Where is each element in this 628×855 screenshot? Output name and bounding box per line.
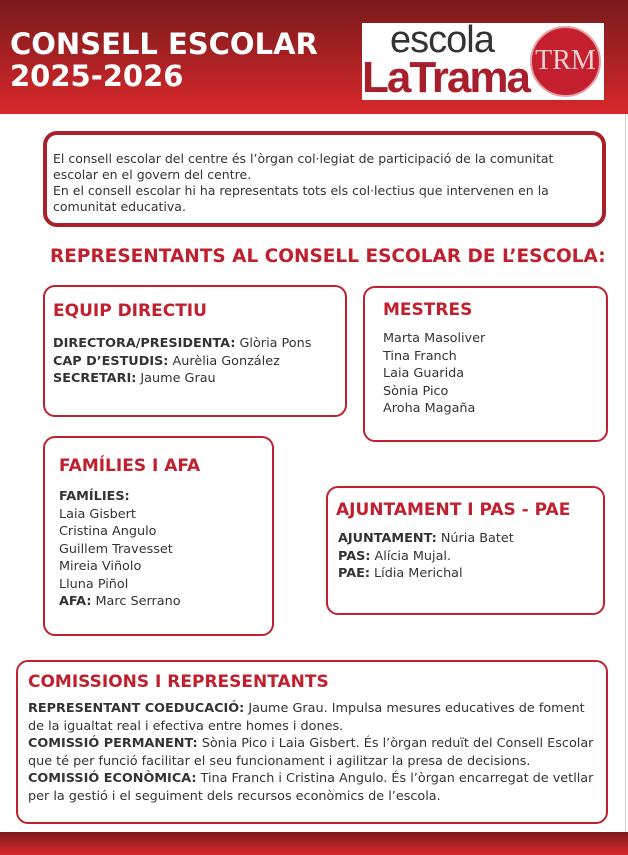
list-item: REPRESENTANT COEDUCACIÓ: Jaume Grau. Impulsa mesures educatives de foment de la igualtat real i efectiva entre homes i dones. — [28, 701, 585, 734]
page-edge — [625, 114, 626, 832]
list-item: Marta Masoliver — [383, 331, 486, 346]
page-title: CONSELL ESCOLAR 2025-2026 — [10, 27, 318, 93]
list-item: DIRECTORA/PRESIDENTA: Glòria Pons — [53, 336, 312, 351]
list-item: Laia Gisbert — [59, 506, 136, 522]
list-item: Guillem Travesset — [59, 541, 173, 557]
header-banner — [0, 0, 628, 114]
intro-box: El consell escolar del centre és l’òrgan col·legiat de participació de la comunitat escolar en el govern del centre. En el consell escolar hi ha representats tots els col·lectius que intervenen en la comunitat educativa. — [43, 131, 606, 227]
list-item: COMISSIÓ ECONÒMICA: Tina Franch i Cristina Angulo. És l’òrgan encarregat de vetllar per la gestió i el seguiment dels recursos econòmics de l’escola. — [28, 771, 594, 804]
list-item: Aroha Magaña — [383, 401, 476, 416]
list-item: Cristina Angulo — [59, 524, 157, 539]
list-item: COMISSIÓ PERMANENT: Sònia Pico i Laia Gisbert. És l’òrgan reduït del Consell Escolar que té per funció facilitar el seu funcionament i agilitzar la presa de decisions. — [28, 736, 594, 769]
list-item: Tina Franch — [383, 348, 457, 364]
list-item: PAE: Lídia Merichal — [338, 566, 463, 581]
ajuntament-box: AJUNTAMENT I PAS - PAE AJUNTAMENT: Núria Batet PAS: Alícia Mujal. PAE: Lídia Merichal — [326, 486, 605, 615]
list-item: Lluna Piñol — [59, 576, 129, 592]
mestres-box: MESTRES Marta Masoliver Tina Franch Laia Guarida Sònia Pico Aroha Magaña — [363, 286, 608, 442]
list-item: SECRETARI: Jaume Grau — [53, 371, 216, 386]
footer-banner — [0, 832, 628, 855]
list-item: PAS: Alícia Mujal. — [338, 548, 452, 564]
comissions-box: COMISSIONS I REPRESENTANTS REPRESENTANT COEDUCACIÓ: Jaume Grau. Impulsa mesures educatives de foment de la igualtat real i efectiva entre homes i dones. COMISSIÓ PERMANENT: Sònia Pico i Laia Gisbert. És l’òrgan reduït del Consell Escolar que té per funció facilitar el seu funcionament i agilitzar la presa de decisions. COMISSIÓ ECONÒMICA: Tina Franch i Cristina Angulo. És l’òrgan encarregat de vetllar per la gestió i el seguiment dels recursos econòmics de l’escola. — [16, 660, 608, 824]
equip-directiu-box: EQUIP DIRECTIU DIRECTORA/PRESIDENTA: Glòria Pons CAP D’ESTUDIS: Aurèlia González SECRETARI: Jaume Grau — [43, 285, 347, 417]
families-box: FAMÍLIES I AFA FAMÍLIES: Laia Gisbert Cristina Angulo Guillem Travesset Mireia Viñolo Lluna Piñol AFA: Marc Serrano — [43, 436, 274, 636]
list-item: Mireia Viñolo — [59, 559, 142, 574]
list-item: Laia Guarida — [383, 366, 465, 381]
section-title: REPRESENTANTS AL CONSELL ESCOLAR DE L’ESCOLA: — [50, 246, 606, 267]
list-item: CAP D’ESTUDIS: Aurèlia González — [53, 353, 280, 369]
school-logo: escola LaTrama TRM — [362, 23, 604, 100]
list-item: Sònia Pico — [383, 383, 449, 399]
list-item: AJUNTAMENT: Núria Batet — [338, 531, 514, 546]
